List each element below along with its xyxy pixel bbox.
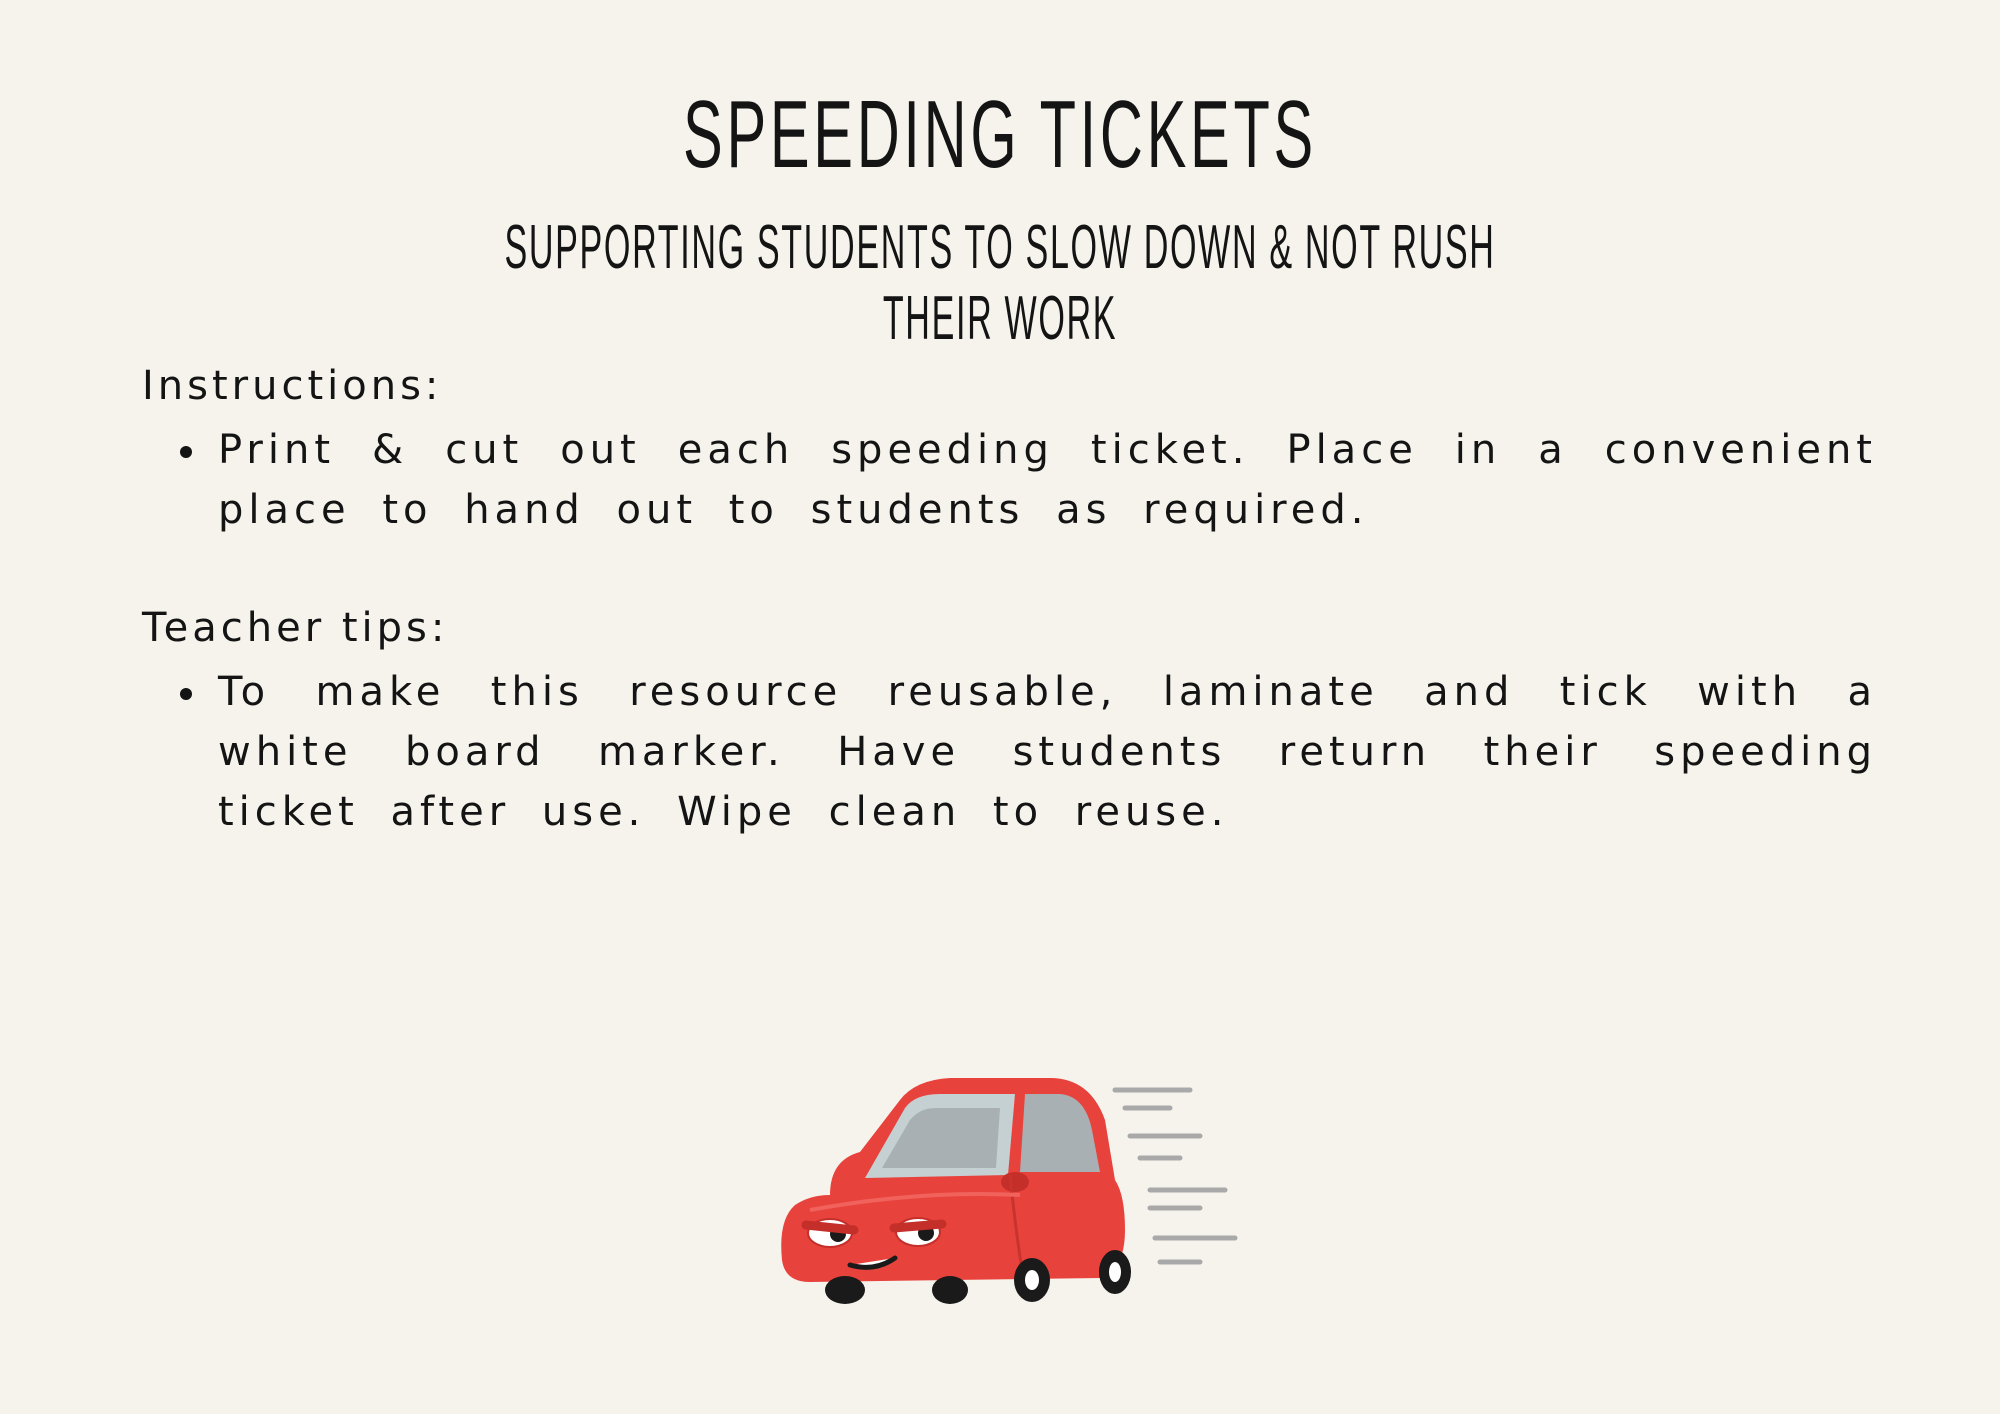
page-subtitle: SUPPORTING STUDENTS TO SLOW DOWN & NOT RUSH THEIR WORK bbox=[504, 213, 1496, 354]
motion-lines-icon bbox=[1115, 1090, 1235, 1262]
list-item-text: Print & cut out each speeding ticket. Place in a convenient place to hand out to students as required. bbox=[218, 427, 1877, 533]
instructions-section bbox=[142, 362, 1877, 540]
page-title: SPEEDING TICKETS bbox=[683, 81, 1317, 188]
list-item bbox=[142, 662, 1877, 842]
teacher-tips-section bbox=[142, 604, 1877, 842]
speeding-car-icon bbox=[770, 1060, 1240, 1320]
bullet-icon bbox=[180, 688, 192, 700]
bullet-icon bbox=[180, 446, 192, 458]
list-item bbox=[142, 420, 1877, 540]
instructions-list bbox=[142, 420, 1877, 540]
instructions-heading: Instructions: bbox=[142, 363, 443, 409]
teacher-tips-list bbox=[142, 662, 1877, 842]
list-item-text: To make this resource reusable, laminate and tick with a white board marker. Have students return their speeding ticket after use. Wipe clean to reuse. bbox=[218, 669, 1877, 835]
teacher-tips-heading: Teacher tips: bbox=[142, 605, 449, 651]
